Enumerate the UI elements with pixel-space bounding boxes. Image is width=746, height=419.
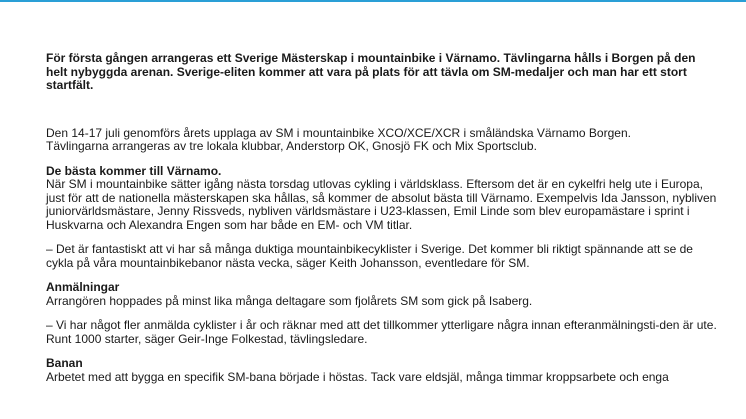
spacer (46, 93, 718, 127)
spacer (46, 346, 718, 357)
quote-folkestad: – Vi har något fler anmälda cyklister i år och räknar med att det tillkommer ytterligare några innan efteranmälningsti-den är ute. Runt 1000 starter, säger Geir-Inge Folkestad, tävlingsledare. (46, 318, 717, 346)
header-accent-rule (0, 0, 746, 2)
lead-paragraph: För första gången arrangeras ett Sverige Mästerskap i mountainbike i Värnamo. Tävlingarna hålls i Borgen på den helt nybyggda arenan. Sverige-eliten kommer att vara på plats för att tävla om SM-medaljer och man har ett stort startfält. (46, 51, 696, 92)
intro-line-2: Tävlingarna arrangeras av tre lokala klubbar, Anderstorp OK, Gnosjö FK och Mix Sportsclub. (46, 139, 537, 153)
section-heading-signup: Anmälningar (46, 280, 120, 294)
document-body (46, 52, 718, 384)
section-heading-best: De bästa kommer till Värnamo. (46, 163, 222, 178)
section-body-track: Arbetet med att bygga en specifik SM-bana började i höstas. Tack vare eldsjäl, många timmar kroppsarbete och enga (46, 369, 669, 384)
intro-line-1: Den 14-17 juli genomförs årets upplaga av SM i mountainbike XCO/XCE/XCR i småländska Värnamo Borgen. (46, 125, 631, 140)
section-body-signup: Arrangören hoppades på minst lika många deltagare som fjolårets SM som gick på Isaberg. (46, 293, 533, 308)
quote-johansson: – Det är fantastiskt att vi har så många duktiga mountainbikecyklister i Sverige. Det kommer bli riktigt spännande att se de cykla på våra mountainbikebanor nästa vecka, säger Keith Johansson, eventledare för SM. (46, 242, 693, 270)
section-body-best: När SM i mountainbike sätter igång nästa torsdag utlovas cykling i världsklass. Eftersom det är en cykelfri helg ute i Europa, just för att de nationella mästerskapen ska hållas, så kommer de absolut bästa till Värnamo. Exempelvis Ida Jansson, nybliven juniorvärldsmästare, Jenny Rissveds, nybliven världsmästare i U23-klassen, Emil Linde som blev europamästare i sprint i Huskvarna och Alexandra Engen som har både en EM- och VM titlar. (46, 177, 717, 232)
spacer (46, 154, 718, 165)
spacer (46, 270, 718, 281)
section-heading-track: Banan (46, 356, 83, 370)
